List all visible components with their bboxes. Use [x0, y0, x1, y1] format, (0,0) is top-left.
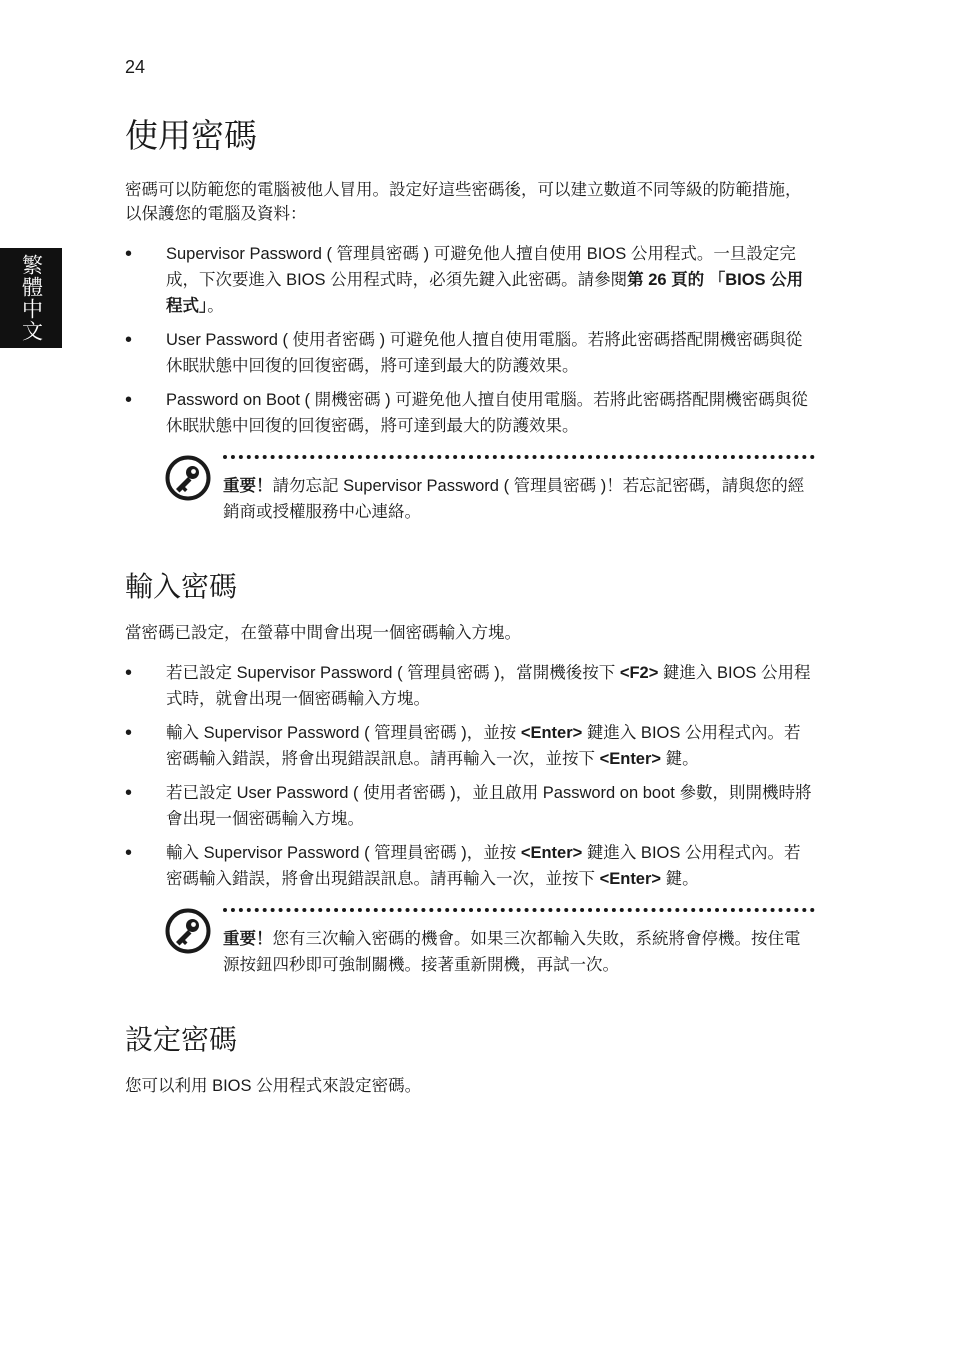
key-label: <Enter>: [520, 844, 583, 862]
language-tab: [0, 248, 62, 348]
password-types-list: [125, 241, 815, 439]
list-item-text: 鍵。: [661, 870, 699, 888]
section-intro: 密碼可以防範您的電腦被他人冒用。設定好這些密碼後，可以建立數道不同等級的防範措施，以保護您的電腦及資料：: [125, 181, 802, 223]
key-label: <Enter>: [599, 870, 662, 888]
key-label: <Enter>: [599, 750, 662, 768]
list-item: [125, 241, 815, 319]
list-item-text: 鍵進入 BIOS 公用程式內。若密碼輸入錯誤，將會出現錯誤訊息。請再輸入一次，並按下: [166, 844, 801, 888]
enter-password-list: [125, 660, 815, 892]
list-item: [125, 840, 815, 892]
list-item: [125, 780, 815, 832]
page-number: 24: [125, 57, 146, 77]
section-title-use-password: 使用密碼: [125, 117, 257, 154]
list-item: [125, 327, 815, 379]
list-item-text: Password on Boot ( 開機密碼 ) 可避免他人擅自使用電腦。若將此密碼搭配開機密碼與從休眠狀態中回復的回復密碼，將可達到最大的防護效果。: [166, 391, 808, 435]
key-label: <F2>: [619, 664, 659, 682]
list-item: [125, 660, 815, 712]
cross-reference: 第 26 頁的 「BIOS 公用程式」: [166, 271, 804, 315]
list-item-text: 若已設定 Supervisor Password ( 管理員密碼 )，當開機後按下: [166, 664, 620, 682]
list-item-text: 鍵進入 BIOS 公用程式內。若密碼輸入錯誤，將會出現錯誤訊息。請再輸入一次，並按下: [166, 724, 801, 768]
key-icon: [165, 908, 211, 954]
dotted-divider: [223, 455, 815, 473]
key-label: <Enter>: [520, 724, 583, 742]
note-label: 重要！: [223, 477, 273, 495]
list-item-text: Supervisor Password ( 管理員密碼 ) 可避免他人擅自使用 BIOS 公用程式。一旦設定完成，下次要進入 BIOS 公用程式時，必須先鍵入此密碼。請參閱: [166, 245, 796, 289]
list-item-text: 輸入 Supervisor Password ( 管理員密碼 )，並按: [166, 844, 521, 862]
section-title-set-password: 設定密碼: [125, 1024, 238, 1055]
note-label: 重要！: [223, 930, 273, 948]
note-body: 您有三次輸入密碼的機會。如果三次都輸入失敗，系統將會停機。按住電源按鈕四秒即可強制關機。接著重新開機，再試一次。: [223, 930, 801, 974]
note-text: [223, 473, 815, 525]
list-item-text: 鍵。: [661, 750, 699, 768]
dotted-divider: [223, 908, 815, 926]
language-tab-label: 繁體中文: [19, 254, 43, 342]
list-item-tail: 。: [207, 297, 224, 315]
list-item: [125, 720, 815, 772]
page-content: [125, 112, 815, 1113]
note-text: [223, 926, 815, 978]
list-item-text: User Password ( 使用者密碼 ) 可避免他人擅自使用電腦。若將此密碼搭配開機密碼與從休眠狀態中回復的回復密碼，將可達到最大的防護效果。: [166, 331, 803, 375]
section-intro: 您可以利用 BIOS 公用程式來設定密碼。: [125, 1077, 422, 1095]
list-item-text: 輸入 Supervisor Password ( 管理員密碼 )，並按: [166, 724, 521, 742]
list-item: [125, 387, 815, 439]
important-note: [165, 908, 815, 988]
list-item-text: 鍵進入 BIOS 公用程式時，就會出現一個密碼輸入方塊。: [166, 664, 811, 708]
important-note: [165, 455, 815, 535]
key-icon: [165, 455, 211, 501]
section-title-enter-password: 輸入密碼: [125, 571, 238, 602]
list-item-text: 若已設定 User Password ( 使用者密碼 )，並且啟用 Password on boot 參數，則開機時將會出現一個密碼輸入方塊。: [166, 784, 812, 828]
note-body: 請勿忘記 Supervisor Password ( 管理員密碼 )！若忘記密碼，請與您的經銷商或授權服務中心連絡。: [223, 477, 805, 521]
section-intro: 當密碼已設定，在螢幕中間會出現一個密碼輸入方塊。: [125, 624, 521, 642]
